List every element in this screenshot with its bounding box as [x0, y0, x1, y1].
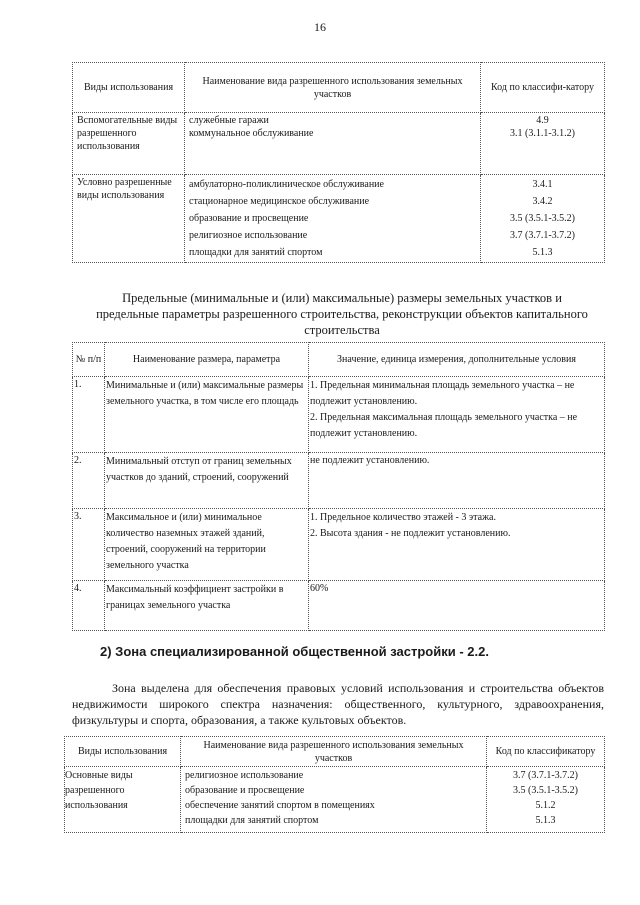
- table1-header-name: Наименование вида разрешенного использования земельных участков: [185, 63, 481, 113]
- table1-row1-names: служебные гаражи коммунальное обслуживание: [185, 113, 481, 175]
- conditional-uses-table: [72, 62, 605, 263]
- table2-row4-value: 60%: [309, 581, 605, 631]
- main-uses-table: [64, 736, 605, 833]
- table-row: [73, 377, 605, 453]
- table-row: [73, 509, 605, 581]
- zone-title: 2) Зона специализированной общественной застройки - 2.2.: [100, 644, 489, 659]
- table2-row4-num: 4.: [73, 581, 105, 631]
- table3-row1-codes: 3.7 (3.7.1-3.7.2) 3.5 (3.5.1-3.5.2) 5.1.2 5.1.3: [487, 767, 605, 833]
- table1-row2-names: амбулаторно-поликлиническое обслуживание стационарное медицинское обслуживание образование и просвещение религиозное использование площадки для занятий спортом: [185, 175, 481, 263]
- page-number: 16: [314, 20, 326, 34]
- table-row: [73, 175, 605, 263]
- table2-row2-name: Минимальный отступ от границ земельных участков до зданий, строений, сооружений: [105, 453, 309, 509]
- table2-row1-num: 1.: [73, 377, 105, 453]
- table2-row1-name: Минимальные и (или) максимальные размеры земельного участка, в том числе его площадь: [105, 377, 309, 453]
- table2-header-num: № п/п: [73, 343, 105, 377]
- table3-header-code: Код по классификатору: [487, 737, 605, 767]
- table1-header-kind: Виды использования: [73, 63, 185, 113]
- table-row: [73, 453, 605, 509]
- table1-row1-kind: Вспомогательные виды разрешенного использования: [73, 113, 185, 175]
- table1-row1-codes: 4.9 3.1 (3.1.1-3.1.2): [481, 113, 605, 175]
- table-row: [73, 113, 605, 175]
- table1-row2-kind: Условно разрешенные виды использования: [73, 175, 185, 263]
- table1-header-code: Код по классифи-катору: [481, 63, 605, 113]
- table1-row2-codes: 3.4.1 3.4.2 3.5 (3.5.1-3.5.2) 3.7 (3.7.1-3.7.2) 5.1.3: [481, 175, 605, 263]
- table2-row3-value: 1. Предельное количество этажей - 3 этажа. 2. Высота здания - не подлежит установлению.: [309, 509, 605, 581]
- table3-header-name: Наименование вида разрешенного использования земельных участков: [181, 737, 487, 767]
- table2-row4-name: Максимальный коэффициент застройки в границах земельного участка: [105, 581, 309, 631]
- table2-row3-num: 3.: [73, 509, 105, 581]
- table2-header-value: Значение, единица измерения, дополнительные условия: [309, 343, 605, 377]
- table-row: [65, 767, 605, 833]
- table2-row2-num: 2.: [73, 453, 105, 509]
- table3-row1-names: религиозное использование образование и просвещение обеспечение занятий спортом в помещениях площадки для занятий спортом: [181, 767, 487, 833]
- table3-header-kind: Виды использования: [65, 737, 181, 767]
- parameters-table: [72, 342, 605, 631]
- table-row: [73, 581, 605, 631]
- params-heading: Предельные (минимальные и (или) максимальные) размеры земельных участков и предельные параметры разрешенного строительства, реконструкции объектов капитального строительства: [96, 291, 588, 337]
- table2-row3-name: Максимальное и (или) минимальное количество наземных этажей зданий, строений, сооружений на территории земельного участка: [105, 509, 309, 581]
- table2-row1-value: 1. Предельная минимальная площадь земельного участка – не подлежит установлению. 2. Предельная максимальная площадь земельного участка – не подлежит установлению.: [309, 377, 605, 453]
- table3-row1-kind: Основные виды разрешенного использования: [65, 767, 181, 833]
- table2-row2-value: не подлежит установлению.: [309, 453, 605, 509]
- table2-header-name: Наименование размера, параметра: [105, 343, 309, 377]
- zone-description: Зона выделена для обеспечения правовых условий использования и строительства объектов недвижимости широкого спектра назначения: общественного, культурного, здравоохранения, физкультуры и спорта, образования, а также культовых объектов.: [72, 681, 604, 727]
